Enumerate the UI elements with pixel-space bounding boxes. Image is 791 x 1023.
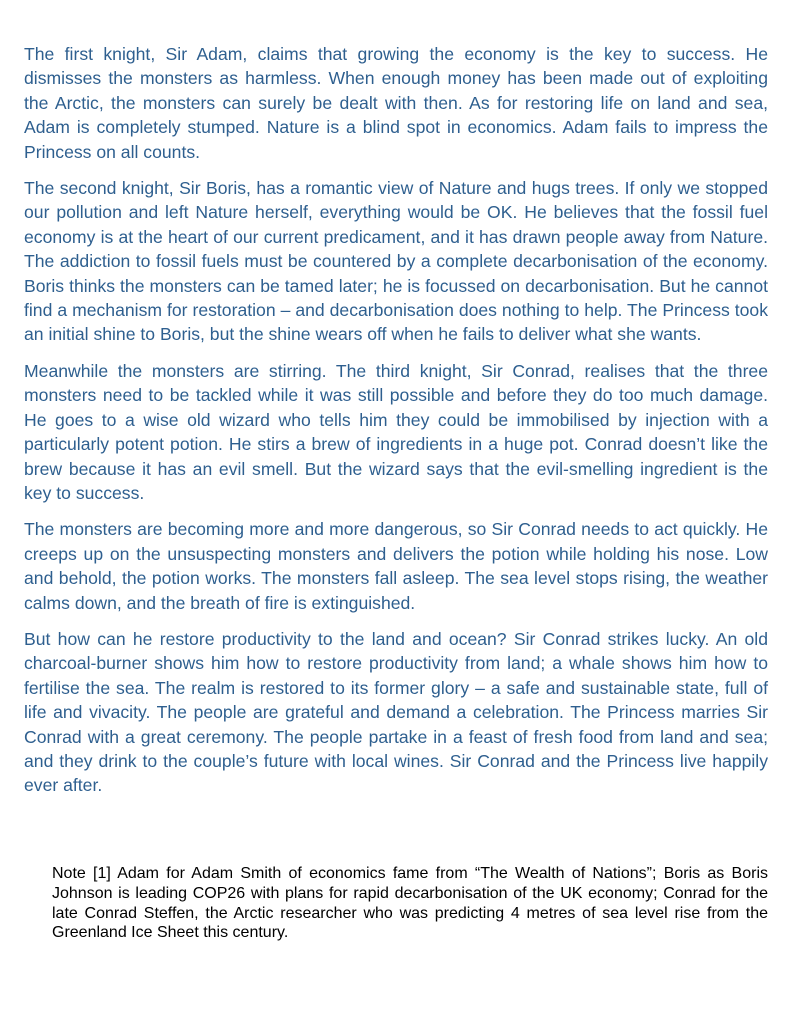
- paragraph-restoration: But how can he restore productivity to the land and ocean? Sir Conrad strikes lucky. An old charcoal-burner shows him how to restore productivity from land; a whale shows him how to fertilise the sea. The realm is restored to its former glory – a safe and sustainable state, full of life and vivacity. The people are grateful and demand a celebration. The Princess marries Sir Conrad with a great ceremony. The people partake in a feast of fresh food from land and sea; and they drink to the couple’s future with local wines. Sir Conrad and the Princess live happily ever after.: [24, 628, 768, 796]
- footnote: Note [1] Adam for Adam Smith of economics fame from “The Wealth of Nations”; Boris as Boris Johnson is leading COP26 with plans for rapid decarbonisation of the UK economy; Conrad for the late Conrad Steffen, the Arctic researcher who was predicting 4 metres of sea level rise from the Greenland Ice Sheet this century.: [52, 865, 768, 942]
- story-body: [24, 42, 768, 810]
- paragraph-sir-adam: The first knight, Sir Adam, claims that growing the economy is the key to success. He dismisses the monsters as harmless. When enough money has been made out of exploiting the Arctic, the monsters can surely be dealt with then. As for restoring life on land and sea, Adam is completely stumped. Nature is a blind spot in economics. Adam fails to impress the Princess on all counts.: [24, 44, 768, 162]
- paragraph-sir-conrad: Meanwhile the monsters are stirring. The third knight, Sir Conrad, realises that the three monsters need to be tackled while it was still possible and before they do too much damage. He goes to a wise old wizard who tells him they could be immobilised by injection with a particularly potent potion. He stirs a brew of ingredients in a huge pot. Conrad doesn’t like the brew because it has an evil smell. But the wizard says that the evil-smelling ingredient is the key to success.: [24, 360, 768, 503]
- paragraph-monsters-asleep: The monsters are becoming more and more dangerous, so Sir Conrad needs to act quickly. He creeps up on the unsuspecting monsters and delivers the potion while holding his nose. Low and behold, the potion works. The monsters fall asleep. The sea level stops rising, the weather calms down, and the breath of fire is extinguished.: [24, 519, 768, 613]
- paragraph-sir-boris: The second knight, Sir Boris, has a romantic view of Nature and hugs trees. If only we stopped our pollution and left Nature herself, everything would be OK. He believes that the fossil fuel economy is at the heart of our current predicament, and it has drawn people away from Nature. The addiction to fossil fuels must be countered by a complete decarbonisation of the economy. Boris thinks the monsters can be tamed later; he is focussed on decarbonisation. But he cannot find a mechanism for restoration – and decarbonisation does nothing to help. The Princess took an initial shine to Boris, but the shine wears off when he fails to deliver what she wants.: [24, 178, 768, 345]
